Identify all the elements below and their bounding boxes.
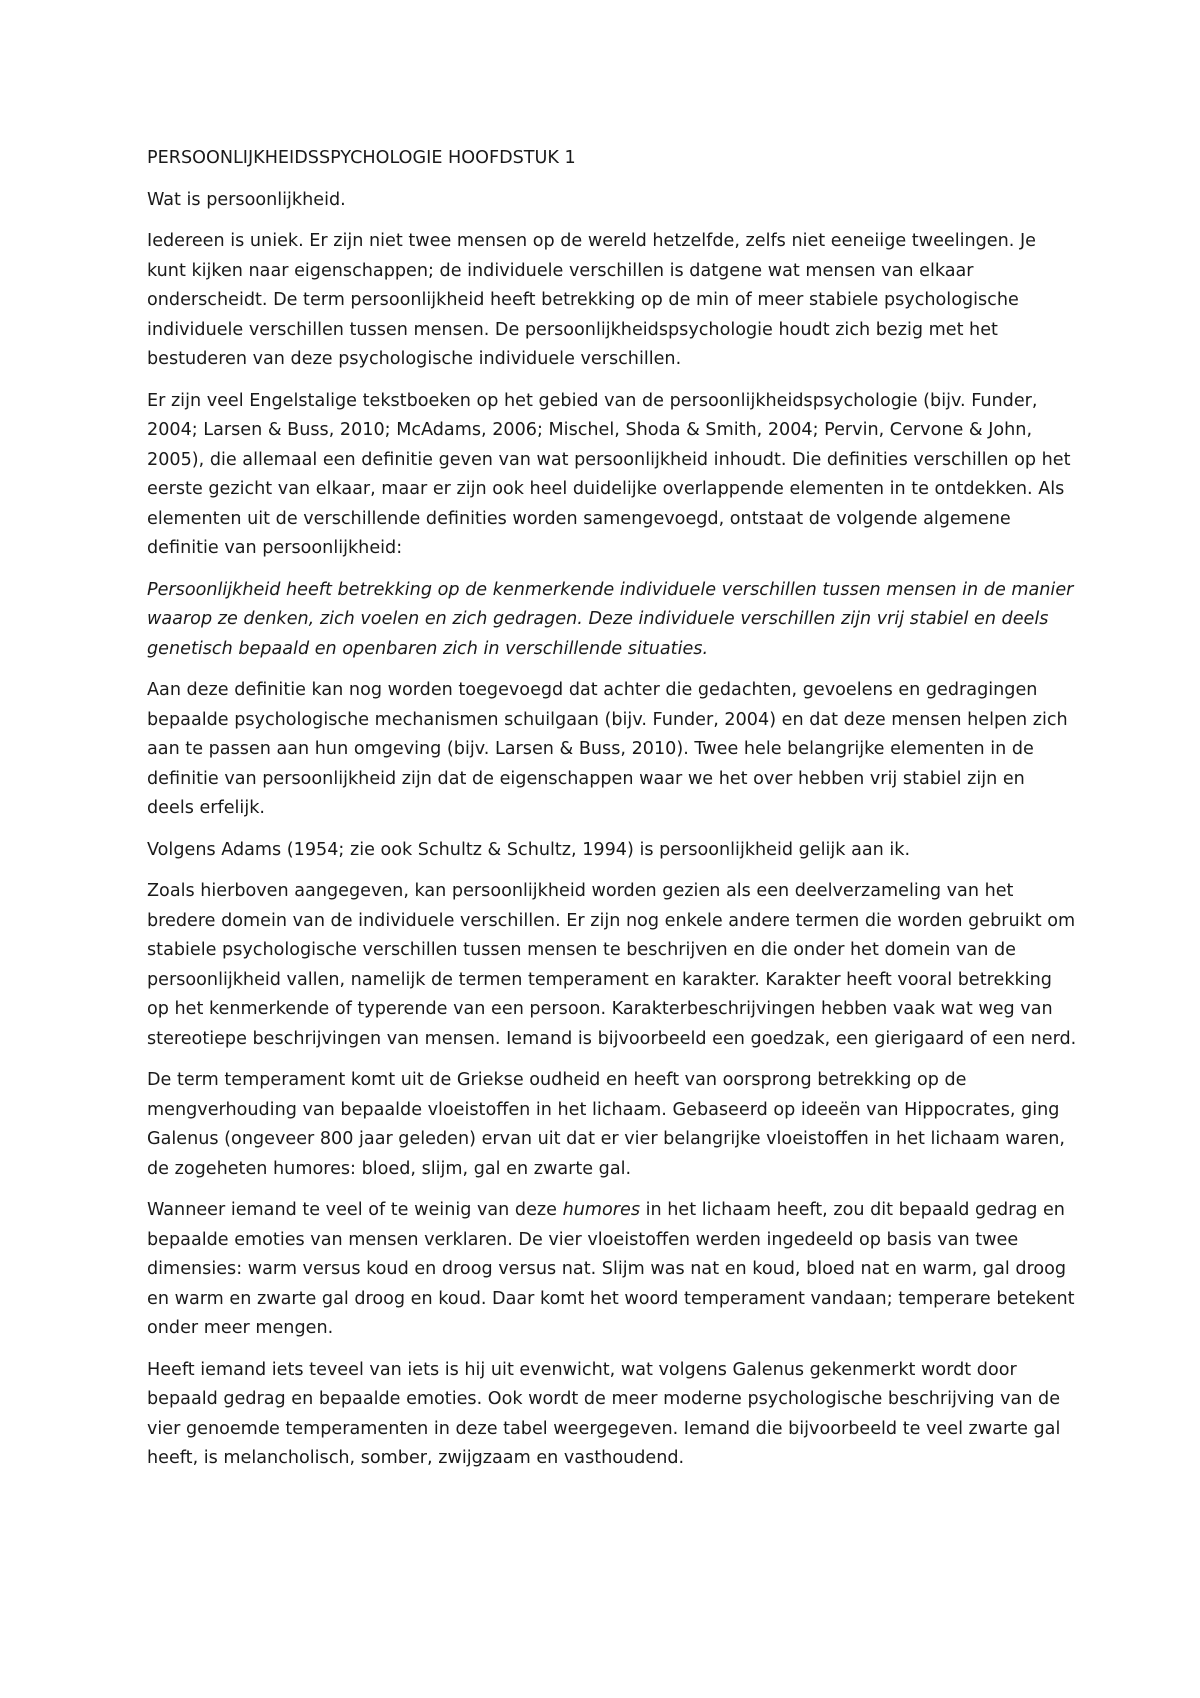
- paragraph-intro: Iedereen is uniek. Er zijn niet twee mensen op de wereld hetzelfde, zelfs niet eeneiige tweelingen. Je kunt kijken naar eigenschappen; de individuele verschillen is datgene wat mensen van elkaar onderscheidt. De term persoonlijkheid heeft betrekking op de min of meer stabiele psychologische individuele verschillen tussen mensen. De persoonlijkheidspsychologie houdt zich bezig met het bestuderen van deze psychologische individuele verschillen.: [147, 231, 1036, 369]
- document-body: [147, 144, 1077, 1486]
- section-heading: Wat is persoonlijkheid.: [147, 189, 346, 210]
- humores-text-after: in het lichaam heeft, zou dit bepaald gedrag en bepaalde emoties van mensen verklaren. De vier vloeistoffen werden ingedeeld op basis van twee dimensies: warm versus koud en droog versus nat. Slijm was nat en koud, bloed nat en warm, gal droog en warm en zwarte gal droog en koud. Daar komt het woord temperament vandaan; temperare betekent onder meer mengen.: [147, 1200, 1075, 1338]
- definition-quote: Persoonlijkheid heeft betrekking op de kenmerkende individuele verschillen tussen mensen in de manier waarop ze denken, zich voelen en zich gedragen. Deze individuele verschillen zijn vrij stabiel en deels genetisch bepaald en openbaren zich in verschillende situaties.: [147, 579, 1074, 659]
- paragraph-addition: Aan deze definitie kan nog worden toegevoegd dat achter die gedachten, gevoelens en gedragingen bepaalde psychologische mechanismen schuilgaan (bijv. Funder, 2004) en dat deze mensen helpen zich aan te passen aan hun omgeving (bijv. Larsen & Buss, 2010). Twee hele belangrijke elementen in de definitie van persoonlijkheid zijn dat de eigenschappen waar we het over hebben vrij stabiel zijn en deels erfelijk.: [147, 680, 1068, 818]
- paragraph-adams: Volgens Adams (1954; zie ook Schultz & Schultz, 1994) is persoonlijkheid gelijk aan ik.: [147, 839, 911, 860]
- paragraph-domain: Zoals hierboven aangegeven, kan persoonlijkheid worden gezien als een deelverzameling van het bredere domein van de individuele verschillen. Er zijn nog enkele andere termen die worden gebruikt om stabiele psychologische verschillen tussen mensen te beschrijven en die onder het domein van de persoonlijkheid vallen, namelijk de termen temperament en karakter. Karakter heeft vooral betrekking op het kenmerkende of typerende van een persoon. Karakterbeschrijvingen hebben vaak wat weg van stereotiepe beschrijvingen van mensen. Iemand is bijvoorbeeld een goedzak, een gierigaard of een nerd.: [147, 881, 1077, 1049]
- paragraph-galenus: Heeft iemand iets teveel van iets is hij uit evenwicht, wat volgens Galenus gekenmerkt wordt door bepaald gedrag en bepaalde emoties. Ook wordt de meer moderne psychologische beschrijving van de vier genoemde temperamenten in deze tabel weergegeven. Iemand die bijvoorbeeld te veel zwarte gal heeft, is melancholisch, somber, zwijgzaam en vasthoudend.: [147, 1359, 1061, 1468]
- document-title: PERSOONLIJKHEIDSSPYCHOLOGIE HOOFDSTUK 1: [147, 148, 576, 168]
- paragraph-temperament: De term temperament komt uit de Griekse oudheid en heeft van oorsprong betrekking op de mengverhouding van bepaalde vloeistoffen in het lichaam. Gebaseerd op ideeën van Hippocrates, ging Galenus (ongeveer 800 jaar geleden) ervan uit dat er vier belangrijke vloeistoffen in het lichaam waren, de zogeheten humores: bloed, slijm, gal en zwarte gal.: [147, 1070, 1066, 1179]
- humores-text-before: Wanneer iemand te veel of te weinig van deze: [147, 1200, 563, 1220]
- humores-emphasis: humores: [562, 1200, 641, 1220]
- paragraph-humores: [147, 1196, 1077, 1344]
- paragraph-textbooks: Er zijn veel Engelstalige tekstboeken op het gebied van de persoonlijkheidspsychologie (bijv. Funder, 2004; Larsen & Buss, 2010; McAdams, 2006; Mischel, Shoda & Smith, 2004; Pervin, Cervone & John, 2005), die allemaal een definitie geven van wat persoonlijkheid inhoudt. Die definities verschillen op het eerste gezicht van elkaar, maar er zijn ook heel duidelijke overlappende elementen in te ontdekken. Als elementen uit de verschillende definities worden samengevoegd, ontstaat de volgende algemene definitie van persoonlijkheid:: [147, 390, 1071, 558]
